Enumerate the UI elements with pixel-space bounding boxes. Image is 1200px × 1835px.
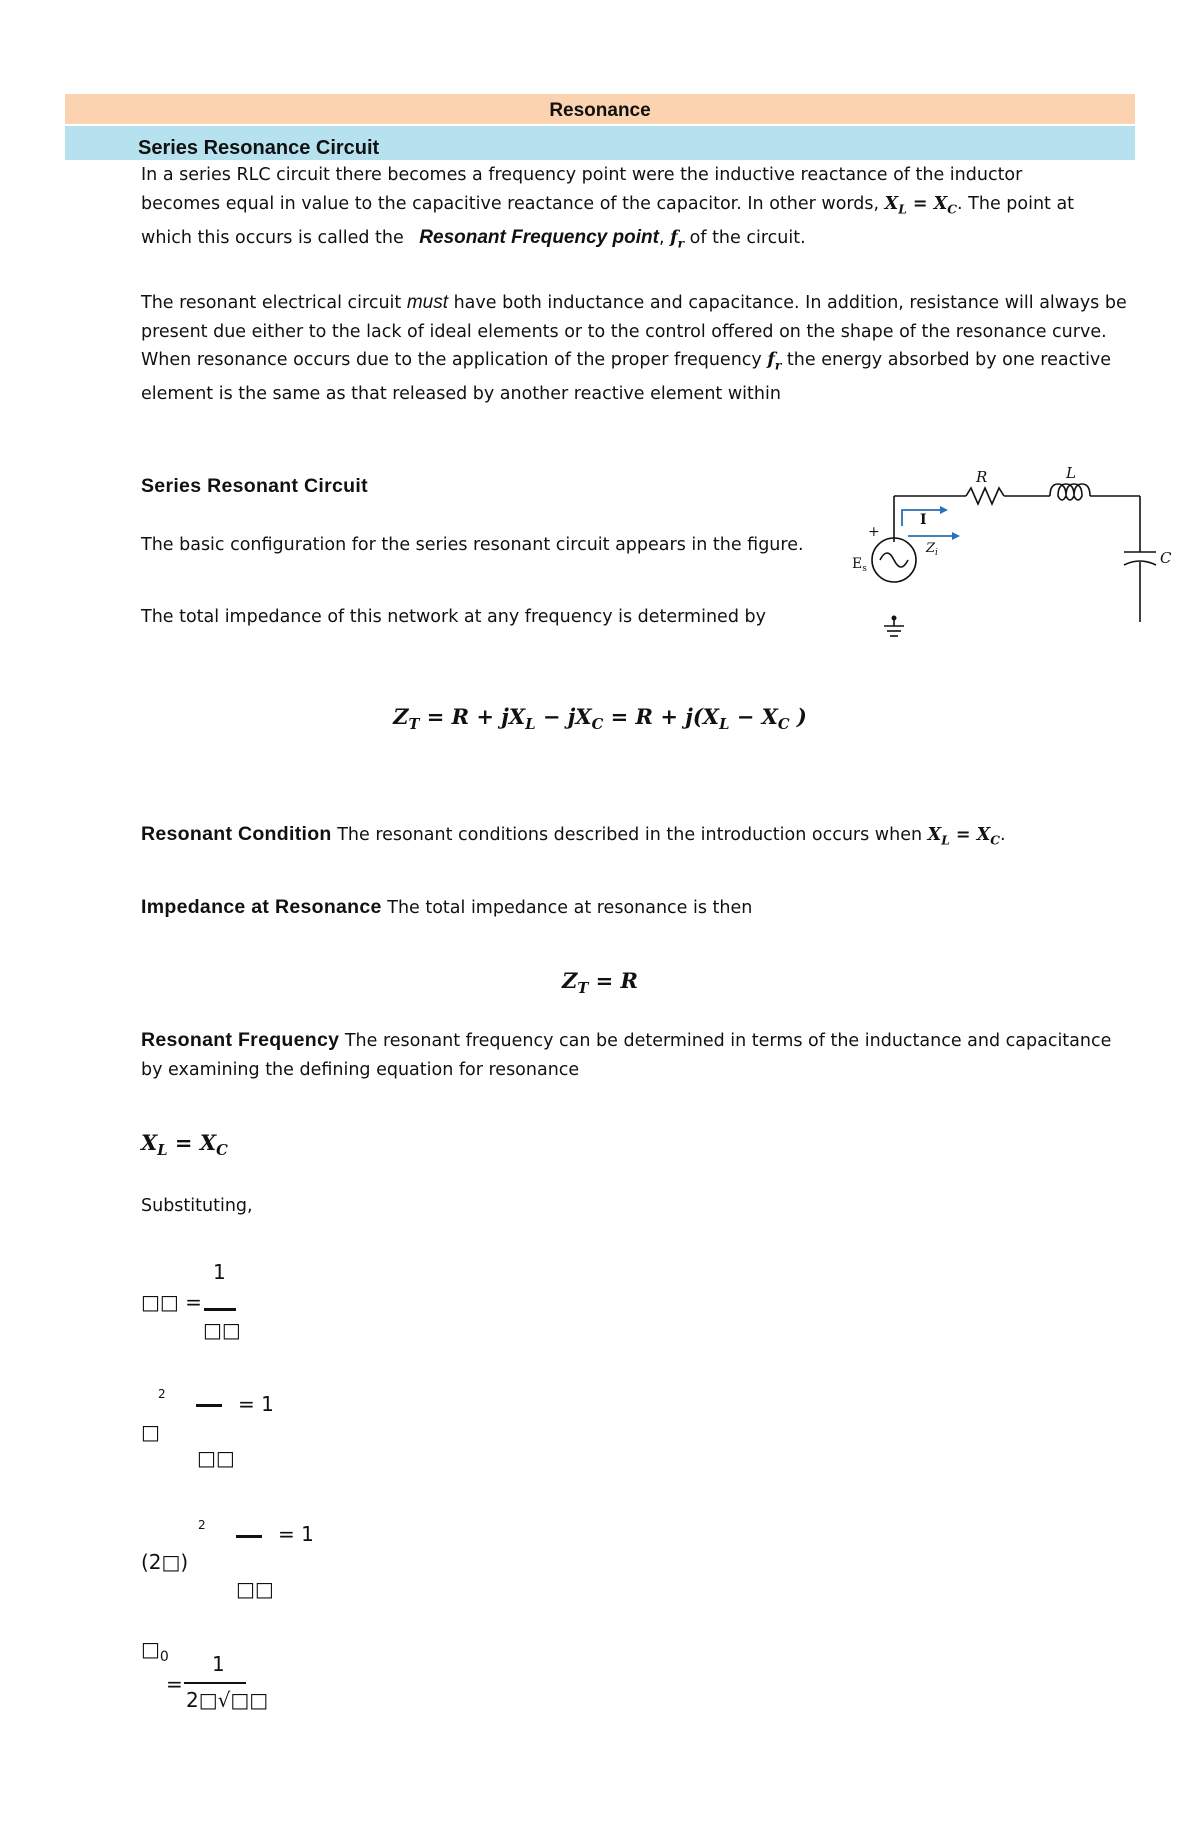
formula-4-denominator: 2□√□□ [186,1688,269,1712]
impedance-arrowhead-icon [952,532,960,540]
label-impedance: $Z_i$ [926,541,938,558]
formula-1-numerator: 1 [213,1260,226,1284]
series-rlc-circuit-figure [848,466,1178,656]
formula-3-denominator: □□ [236,1577,274,1601]
formula-1-lhs: □□ = [141,1290,202,1314]
resonant-condition-paragraph: Resonant Condition The resonant conditions described in the introduction occurs when $X_L = X_C$. [141,823,1006,848]
impedance-at-resonance-heading: Impedance at Resonance [141,896,382,918]
resonance-condition-equation: $X_L = X_C$ [141,1130,228,1160]
formula-4-equals: = [166,1672,183,1696]
label-source: $E_s$ [852,556,867,574]
resistor-symbol [966,488,1004,504]
label-l: L [1066,466,1076,482]
intro-line-1: In a series RLC circuit there becomes a frequency point were the inductive reactance of the inductor [141,165,1023,185]
formula-4-variable: $□_0$ [141,1637,169,1665]
series-resonant-text-2: The total impedance of this network at any frequency is determined by [141,607,766,627]
resonant-frequency-term: Resonant Frequency point [419,226,659,248]
label-r: R [976,468,988,486]
intro-paragraph-1 [141,161,1141,258]
formula-3-fraction-line [236,1535,262,1538]
label-current: I [920,512,927,528]
series-resonant-text-1: The basic configuration for the series resonant circuit appears in the figure. [141,535,804,555]
intro2-line-2: present due either to the lack of ideal elements or to the control offered on the shape of the resonance curve. [141,321,1107,342]
current-arrowhead-icon [940,506,948,514]
formula-4-numerator: 1 [212,1652,225,1676]
page-title: Resonance [549,100,651,121]
impedance-at-resonance-equation: $Z_T = R$ [562,968,638,998]
section-heading: Series Resonance Circuit [138,137,380,159]
formula-2-rhs: = 1 [238,1392,274,1416]
formula-1-denominator: □□ [203,1318,241,1342]
intro2-line-4: element is the same as that released by another reactive element within [141,384,781,404]
formula-2-denominator: □□ [197,1446,235,1470]
formula-2-exponent: 2 [158,1387,166,1401]
ground-dot [892,616,897,621]
label-plus: + [868,524,880,540]
inductor-symbol [1050,484,1090,500]
resonant-frequency-paragraph: Resonant Frequency The resonant frequency can be determined in terms of the inductance and capacitance by examining the defining equation for resonance [141,1029,1112,1080]
formula-4-fraction-line [184,1682,246,1684]
formula-3-exponent: 2 [198,1518,206,1532]
resonant-frequency-heading: Resonant Frequency [141,1029,340,1051]
sine-wave-icon [880,553,908,567]
substituting-label: Substituting, [141,1196,253,1216]
formula-2-fraction-line [196,1404,222,1407]
label-c: C [1160,549,1172,567]
intro-line-3: which this occurs is called the Resonant Frequency point, $f_r$ of the circuit. [141,226,806,250]
resonant-condition-heading: Resonant Condition [141,823,332,845]
formula-3-variable: (2□) [141,1550,189,1574]
intro-paragraph-2 [141,289,1141,409]
intro2-line-3: When resonance occurs due to the application of the proper frequency $f_r$ the energy absorbed by one reactive [141,350,1112,373]
intro2-line-1: The resonant electrical circuit must have both inductance and capacitance. In addition, resistance will always be [141,292,1127,313]
series-resonant-heading: Series Resonant Circuit [141,475,368,497]
intro-line-2: becomes equal in value to the capacitive reactance of the capacitor. In other words, $X_L = X_C$. The point at [141,193,1075,216]
formula-1-fraction-line [204,1308,236,1311]
impedance-at-resonance-paragraph: Impedance at Resonance The total impedance at resonance is then [141,896,753,918]
impedance-equation: $Z_T = R + jX_L - jX_C = R + j(X_L - X_C$ ) [393,704,807,734]
formula-3-rhs: = 1 [278,1522,314,1546]
formula-2-variable: □ [141,1420,160,1444]
